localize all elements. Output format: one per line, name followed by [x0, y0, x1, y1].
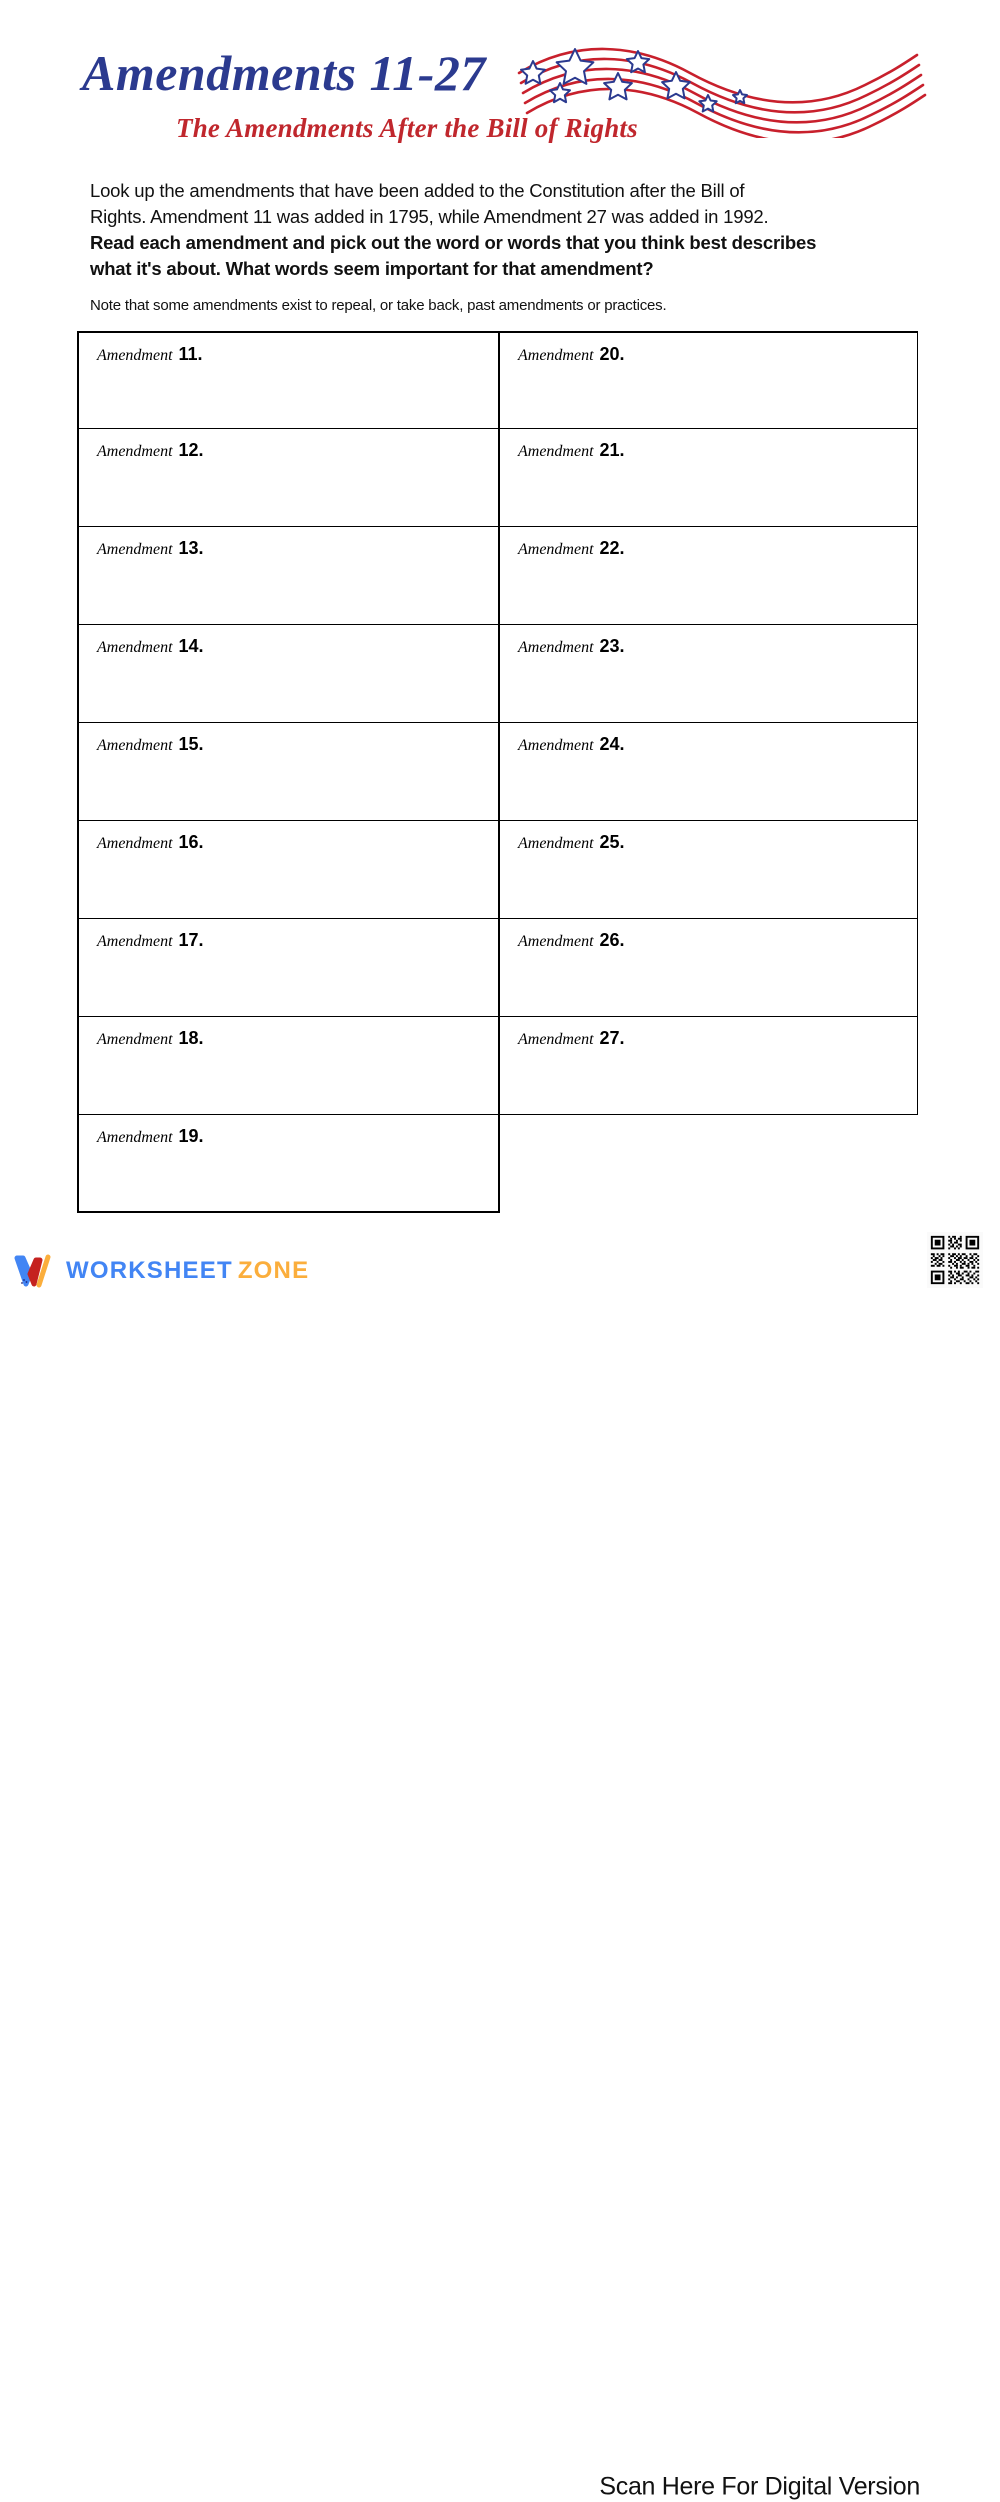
logo-mark-icon — [12, 1254, 58, 1288]
amendment-number: 24. — [599, 734, 625, 754]
instruction-note: Note that some amendments exist to repeal, or take back, past amendments or practices. — [90, 297, 667, 314]
table-row — [77, 919, 918, 1017]
amendment-cell-24[interactable] — [500, 723, 918, 821]
amendment-label: Amendment — [97, 639, 173, 656]
amendment-cell-15[interactable] — [77, 723, 500, 821]
amendment-number: 19. — [178, 1126, 204, 1146]
instruction-line-2: Rights. Amendment 11 was added in 1795, while Amendment 27 was added in 1992. — [90, 206, 769, 227]
amendment-number: 22. — [599, 538, 625, 558]
amendment-cell-27[interactable] — [500, 1017, 918, 1115]
table-row — [77, 331, 918, 429]
table-row — [77, 429, 918, 527]
amendment-cell-11[interactable] — [77, 331, 500, 429]
american-flag-wave-icon — [505, 33, 930, 138]
amendment-number: 26. — [599, 930, 625, 950]
amendment-cell-17[interactable] — [77, 919, 500, 1017]
amendment-label: Amendment — [518, 835, 594, 852]
qr-code-icon[interactable] — [927, 1232, 983, 1288]
scan-here-label: Scan Here For Digital Version — [599, 2472, 920, 2501]
amendment-cell-12[interactable] — [77, 429, 500, 527]
amendment-label: Amendment — [97, 933, 173, 950]
amendment-label: Amendment — [97, 443, 173, 460]
amendment-label: Amendment — [97, 835, 173, 852]
amendment-cell-21[interactable] — [500, 429, 918, 527]
amendment-number: 15. — [178, 734, 204, 754]
amendment-cell-20[interactable] — [500, 331, 918, 429]
amendment-number: 20. — [599, 344, 625, 364]
table-row — [77, 1017, 918, 1115]
amendment-cell-18[interactable] — [77, 1017, 500, 1115]
brand-name-primary: WORKSHEET — [66, 1257, 233, 1284]
page-subtitle: The Amendments After the Bill of Rights — [176, 113, 638, 143]
amendment-number: 13. — [178, 538, 204, 558]
amendment-label: Amendment — [518, 347, 594, 364]
amendment-label: Amendment — [518, 443, 594, 460]
amendment-number: 23. — [599, 636, 625, 656]
amendment-label: Amendment — [518, 1031, 594, 1048]
amendment-number: 25. — [599, 832, 625, 852]
amendment-label: Amendment — [518, 541, 594, 558]
table-row — [77, 1115, 918, 1213]
instructions-block — [90, 178, 920, 282]
amendment-label: Amendment — [518, 639, 594, 656]
amendment-number: 18. — [178, 1028, 204, 1048]
table-row — [77, 527, 918, 625]
page-header — [0, 0, 1000, 165]
worksheet-zone-logo-icon[interactable] — [12, 1254, 309, 1288]
amendment-cell-22[interactable] — [500, 527, 918, 625]
amendments-grid — [77, 331, 918, 1213]
brand-name-secondary: ZONE — [237, 1257, 310, 1284]
amendment-number: 11. — [178, 344, 203, 364]
amendment-cell-26[interactable] — [500, 919, 918, 1017]
amendment-label: Amendment — [518, 737, 594, 754]
amendment-cell-23[interactable] — [500, 625, 918, 723]
amendment-label: Amendment — [518, 933, 594, 950]
amendment-cell-13[interactable] — [77, 527, 500, 625]
amendment-label: Amendment — [97, 737, 173, 754]
amendment-number: 21. — [599, 440, 625, 460]
instruction-line-3: Read each amendment and pick out the word or words that you think best describes — [90, 232, 817, 253]
amendment-cell-25[interactable] — [500, 821, 918, 919]
amendment-label: Amendment — [97, 1129, 173, 1146]
amendment-cell-16[interactable] — [77, 821, 500, 919]
amendment-number: 17. — [178, 930, 204, 950]
amendment-cell-19[interactable] — [77, 1115, 500, 1213]
table-row — [77, 625, 918, 723]
amendment-cell-14[interactable] — [77, 625, 500, 723]
table-row — [77, 821, 918, 919]
instruction-line-4: what it's about. What words seem important for that amendment? — [90, 258, 654, 279]
amendment-cell-empty — [500, 1115, 918, 1213]
amendment-number: 12. — [178, 440, 204, 460]
instruction-line-1: Look up the amendments that have been added to the Constitution after the Bill of — [90, 180, 745, 201]
amendment-number: 27. — [599, 1028, 625, 1048]
amendment-label: Amendment — [97, 1031, 173, 1048]
amendment-number: 14. — [178, 636, 204, 656]
table-row — [77, 723, 918, 821]
amendment-number: 16. — [178, 832, 204, 852]
amendment-label: Amendment — [97, 541, 173, 558]
page-title: Amendments 11-27 — [82, 45, 486, 101]
amendment-label: Amendment — [97, 347, 173, 364]
page-footer — [0, 1230, 1000, 2501]
